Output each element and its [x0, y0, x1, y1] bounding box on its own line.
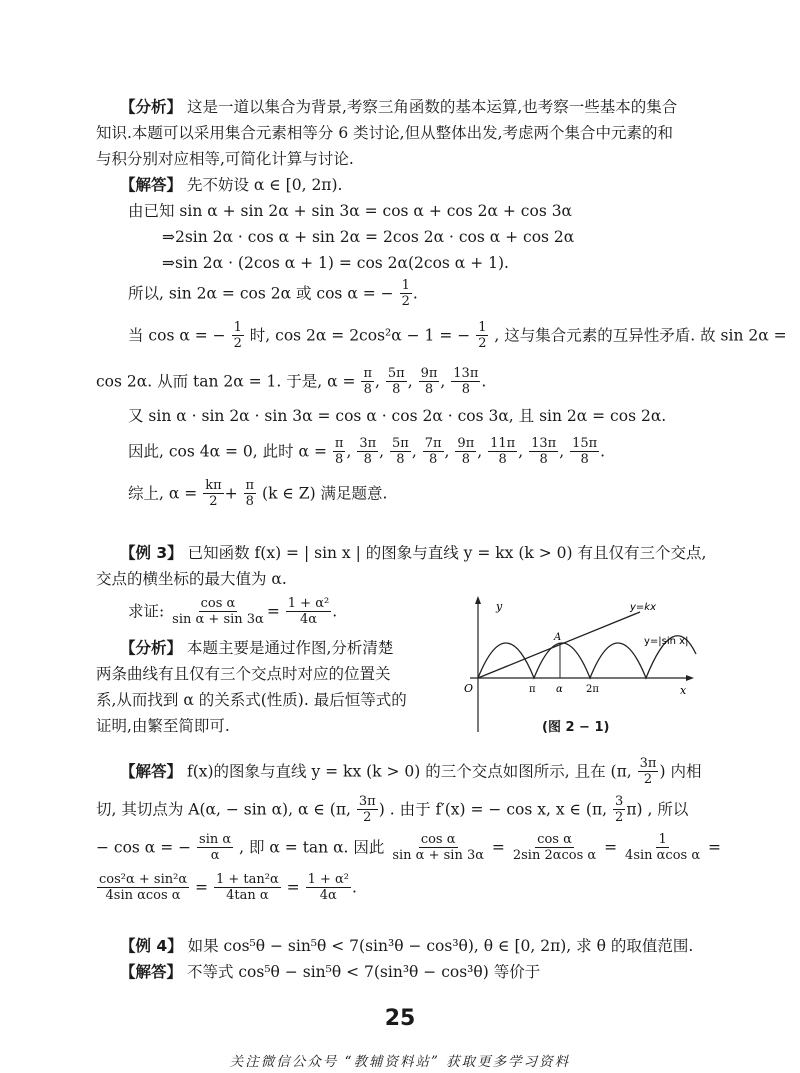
- origin-label: O: [464, 682, 474, 695]
- sum-post: (k ∈ Z) 满足题意.: [262, 484, 388, 503]
- when-post: , 这与集合元素的互异性矛盾. 故 sin 2α =: [494, 326, 787, 345]
- example3-label: 【例 3】: [120, 544, 183, 562]
- frac-den: 8: [580, 452, 589, 467]
- example3-line1: [120, 543, 706, 563]
- frac-num: cos α: [200, 596, 236, 611]
- hence-frac-1: [333, 436, 346, 467]
- hence-frac-2: [357, 436, 378, 467]
- frac-den: 4sin αcos α: [105, 888, 181, 903]
- hence-frac-3: [390, 436, 411, 467]
- frac-num: 1 + α²: [307, 872, 349, 887]
- frac-num: 5π: [392, 436, 409, 451]
- prove-pre: 求证:: [128, 602, 165, 621]
- frac-den: 8: [461, 382, 470, 397]
- solution1-when-line: [128, 320, 787, 351]
- example3-text1: 已知函数 f(x) = | sin x | 的图象与直线 y = kx (k > 0) 有且仅有三个交点,: [187, 544, 707, 562]
- cont-frac-3: [419, 366, 440, 397]
- hence-pre: 因此, cos 4α = 0, 此时 α =: [128, 442, 327, 461]
- frac-num: 1 + α²: [287, 596, 330, 611]
- frac-den: 2: [643, 772, 653, 787]
- frac-den: α: [210, 848, 220, 863]
- tick-2pi-label: 2π: [586, 684, 599, 695]
- sum-pre: 综上, α =: [128, 484, 198, 503]
- curve-label: y=|sin x|: [644, 636, 689, 647]
- hence-frac-7: [529, 436, 558, 467]
- footer-note: 关注微信公众号 “教辅资料站” 获取更多学习资料: [229, 1054, 571, 1070]
- analysis1-text1: 这是一道以集合为背景,考察三角函数的基本运算,也考察一些基本的集合: [186, 98, 678, 116]
- frac-num: 5π: [387, 366, 405, 381]
- frac-num: cos²α + sin²α: [99, 872, 188, 887]
- frac-num: 1: [401, 278, 410, 293]
- l2-pre: 切, 其切点为 A(α, − sin α), α ∈: [96, 800, 325, 819]
- solution1-eq2: ⇒2sin 2α · cos α + sin 2α = 2cos 2α · cos α + cos 2α: [162, 228, 575, 246]
- frac-num: 3π: [639, 756, 657, 771]
- hence-frac-6: [488, 436, 517, 467]
- prove-line: 求证: $\frac{\text{cos α}}{\text{sin α + sin 3α}}$ = $\frac{\text{1 + α²}}{4\alpha}$ .: [128, 596, 338, 627]
- cont-frac-4: [451, 366, 480, 397]
- frac-num: 1 + tan²α: [215, 872, 279, 887]
- x-axis-label: x: [680, 684, 687, 697]
- prove-lhs: [170, 596, 266, 627]
- solution1-label: 【解答】: [120, 176, 183, 194]
- l1-interval-start: π,: [616, 762, 632, 781]
- frac-den: 4sin αcos α: [625, 848, 701, 863]
- l2-interval-start: π,: [335, 800, 351, 819]
- frac-num: 13π: [453, 366, 479, 381]
- solution1-so-line: 所以, sin 2α = cos 2α 或 cos α = − $\frac{1}{2}$ .: [128, 278, 418, 309]
- analysis3-line1: [120, 638, 393, 658]
- solution3-line2: 切, 其切点为 A(α, − sin α), α ∈ (π, $\frac{3\pi}{2}$ ) . 由于 f′(x) = − cos x, x ∈ (π, $\frac{3}{2}$ π) , 所以: [96, 794, 689, 825]
- l2-mid: . 由于 f′(x) = − cos x, x ∈: [389, 800, 581, 819]
- solution4-label: 【解答】: [120, 963, 183, 981]
- when-pre: 当 cos α = −: [128, 326, 226, 345]
- example4-text: 如果 cos⁵θ − sin⁵θ < 7(sin³θ − cos³θ), θ ∈ [0, 2π), 求 θ 的取值范围.: [187, 937, 694, 955]
- l3-fraction3: [623, 832, 702, 863]
- frac-num: 11π: [490, 436, 516, 451]
- analysis1-line3: 与积分别对应相等,可简化计算与讨论.: [96, 150, 354, 168]
- example4-line: [120, 936, 693, 956]
- l2-interval2-start: π,: [591, 800, 608, 819]
- solution3-label: 【解答】: [120, 762, 183, 781]
- tick-pi-label: π: [529, 684, 536, 695]
- solution1-hence-line: 因此, cos 4α = 0, 此时 α = $\frac{\pi}{8}$ , $\frac{3\pi}{8}$ , $\frac{5\pi}{8}$ , $\frac{7\pi}{8}$ , $\frac{9\pi}{8}$ , $\frac{11\pi}{8}$ , $\frac{13\pi}{8}$ , $\frac{15\pi}{8}$ .: [128, 436, 606, 467]
- tick-alpha-label: α: [556, 684, 563, 695]
- l3-fraction1: [390, 832, 486, 863]
- frac-num: cos α: [537, 832, 572, 847]
- frac-den: 8: [363, 452, 372, 467]
- frac-den: 8: [245, 494, 254, 509]
- frac-num: 7π: [424, 436, 442, 451]
- when-fraction1: [232, 320, 244, 351]
- frac-den: 8: [392, 382, 401, 397]
- analysis3-line3: 系,从而找到 α 的关系式(性质). 最后恒等式的: [96, 691, 407, 709]
- frac-den: 8: [335, 452, 344, 467]
- sum-frac-1: [203, 478, 223, 509]
- frac-num: sin α: [199, 832, 232, 847]
- point-a-label: A: [554, 632, 562, 643]
- when-fraction2: [476, 320, 488, 351]
- frac-den: sin α + sin 3α: [172, 612, 264, 627]
- example4-label: 【例 4】: [120, 937, 183, 955]
- solution1-eq1: 由已知 sin α + sin 2α + sin 3α = cos α + cos 2α + cos 3α: [128, 202, 573, 220]
- cont-pre: cos 2α. 从而 tan 2α = 1. 于是, α =: [96, 372, 356, 391]
- analysis3-line2: 两条曲线有且仅有三个交点时对应的位置关: [96, 665, 391, 683]
- figure-caption: (图 2 − 1): [542, 720, 610, 735]
- l2-fraction2: [613, 794, 625, 825]
- solution1-cont-line: cos 2α. 从而 tan 2α = 1. 于是, α = $\frac{\pi}{8}$ , $\frac{5\pi}{8}$ , $\frac{9\pi}{8}$ , $\frac{13\pi}{8}$ .: [96, 366, 487, 397]
- l2-post: , 所以: [647, 800, 689, 819]
- frac-den: 8: [428, 452, 438, 467]
- analysis3-text1: 本题主要是通过作图,分析清楚: [186, 639, 394, 657]
- hence-frac-8: [570, 436, 599, 467]
- frac-den: 2: [233, 336, 242, 351]
- frac-num: π: [363, 366, 372, 381]
- frac-den: 2: [363, 810, 372, 825]
- frac-num: 3π: [358, 794, 376, 809]
- so-text: 所以, sin 2α = cos 2α 或 cos α = −: [128, 284, 394, 303]
- analysis1-line1: [120, 97, 677, 117]
- prove-rhs: [286, 596, 331, 627]
- cont-frac-1: [361, 366, 374, 397]
- frac-num: 1: [478, 320, 487, 335]
- solution1-intro-line: [120, 175, 342, 195]
- l3-pre: − cos α = −: [96, 838, 192, 857]
- page-number: 25: [384, 1006, 416, 1031]
- frac-num: 9π: [420, 366, 438, 381]
- frac-den: 4α: [319, 888, 337, 903]
- solution1-summary-line: 综上, α = $\frac{k\pi}{2}$ + $\frac{\pi}{8}$ (k ∈ Z) 满足题意.: [128, 478, 388, 509]
- so-fraction: [400, 278, 412, 309]
- y-axis-label: y: [496, 600, 503, 613]
- l3-fraction2: [511, 832, 598, 863]
- l1-post: 内相: [670, 762, 702, 781]
- sum-frac-2: [244, 478, 257, 509]
- l2-fraction1: [357, 794, 378, 825]
- frac-num: π: [245, 478, 255, 493]
- frac-den: 8: [461, 452, 470, 467]
- solution1-eq3: ⇒sin 2α · (2cos α + 1) = cos 2α(2cos α + 1).: [162, 254, 509, 272]
- frac-num: 1: [233, 320, 242, 335]
- analysis1-line2: 知识.本题可以采用集合元素相等分 6 类讨论,但从整体出发,考虑两个集合中元素的和: [96, 124, 673, 142]
- frac-den: 2: [615, 810, 624, 825]
- solution4-text: 不等式 cos⁵θ − sin⁵θ < 7(sin³θ − cos³θ) 等价于: [186, 963, 541, 981]
- solution4-line: [120, 962, 540, 982]
- solution3-line4: $\frac{\text{cos²α + sin²α}}{\text{4sin αcos α}}$ = $\frac{\text{1 + tan²α}}{\text{4tan α}}$ = $\frac{\text{1 + α²}}{4\alpha}$ .: [99, 872, 357, 903]
- frac-num: 15π: [572, 436, 598, 451]
- frac-den: 2: [209, 494, 218, 509]
- frac-den: 8: [396, 452, 405, 467]
- analysis1-label: 【分析】: [120, 98, 183, 116]
- solution1-intro: 先不妨设 α ∈ [0, 2π).: [186, 176, 343, 194]
- analysis3-line4: 证明,由繁至简即可.: [96, 717, 230, 735]
- frac-num: 3: [615, 794, 624, 809]
- x-arrow-icon: [686, 675, 694, 681]
- frac-num: π: [334, 436, 344, 451]
- frac-num: kπ: [205, 478, 222, 493]
- l1-pre: f(x)的图象与直线 y = kx (k > 0) 的三个交点如图所示, 且在: [186, 762, 606, 781]
- example3-line2: 交点的横坐标的最大值为 α.: [96, 570, 287, 588]
- frac-den: 8: [424, 382, 434, 397]
- l3-fraction0: [197, 832, 233, 863]
- when-mid: 时, cos 2α = 2cos²α − 1 = −: [249, 326, 471, 345]
- hence-frac-5: [455, 436, 476, 467]
- frac-den: 2sin 2αcos α: [512, 848, 597, 863]
- line-kx: [478, 612, 640, 678]
- frac-num: 9π: [457, 436, 475, 451]
- frac-den: 8: [498, 452, 507, 467]
- l4-fraction2: [214, 872, 281, 903]
- hence-frac-4: [423, 436, 444, 467]
- line-label: y=kx: [630, 602, 657, 613]
- frac-den: 2: [401, 294, 410, 309]
- cont-frac-2: [386, 366, 407, 397]
- frac-den: 8: [539, 452, 548, 467]
- y-arrow-icon: [475, 596, 481, 604]
- analysis3-label: 【分析】: [120, 639, 183, 657]
- solution1-also: 又 sin α · sin 2α · sin 3α = cos α · cos 2α · cos 3α, 且 sin 2α = cos 2α.: [128, 407, 667, 425]
- l2-interval2-end: π: [626, 800, 637, 819]
- frac-num: 1: [658, 832, 667, 847]
- frac-num: 3π: [359, 436, 377, 451]
- frac-den: 8: [363, 382, 372, 397]
- solution3-line1: 【解答】 f(x)的图象与直线 y = kx (k > 0) 的三个交点如图所示, 且在 (π, $\frac{3\pi}{2}$ ) 内相: [120, 756, 702, 787]
- l1-fraction: [638, 756, 659, 787]
- l4-fraction1: [97, 872, 189, 903]
- frac-num: 13π: [531, 436, 557, 451]
- frac-num: cos α: [420, 832, 456, 847]
- frac-den: 4tan α: [226, 888, 269, 903]
- frac-den: 2: [478, 336, 487, 351]
- frac-den: 4α: [299, 612, 317, 627]
- l3-mid: , 即 α = tan α. 因此: [239, 838, 385, 857]
- frac-den: sin α + sin 3α: [392, 848, 484, 863]
- l4-fraction3: [306, 872, 351, 903]
- solution3-line3: − cos α = − $\frac{\text{sin α}}{\alpha}$ , 即 α = tan α. 因此 $\frac{\text{cos α}}{\text{sin α + sin 3α}}$ = $\frac{\text{cos α}}{\text{2sin 2αcos α}}$ = $\frac{1}{\text{4sin αcos α}}$ =: [96, 832, 722, 863]
